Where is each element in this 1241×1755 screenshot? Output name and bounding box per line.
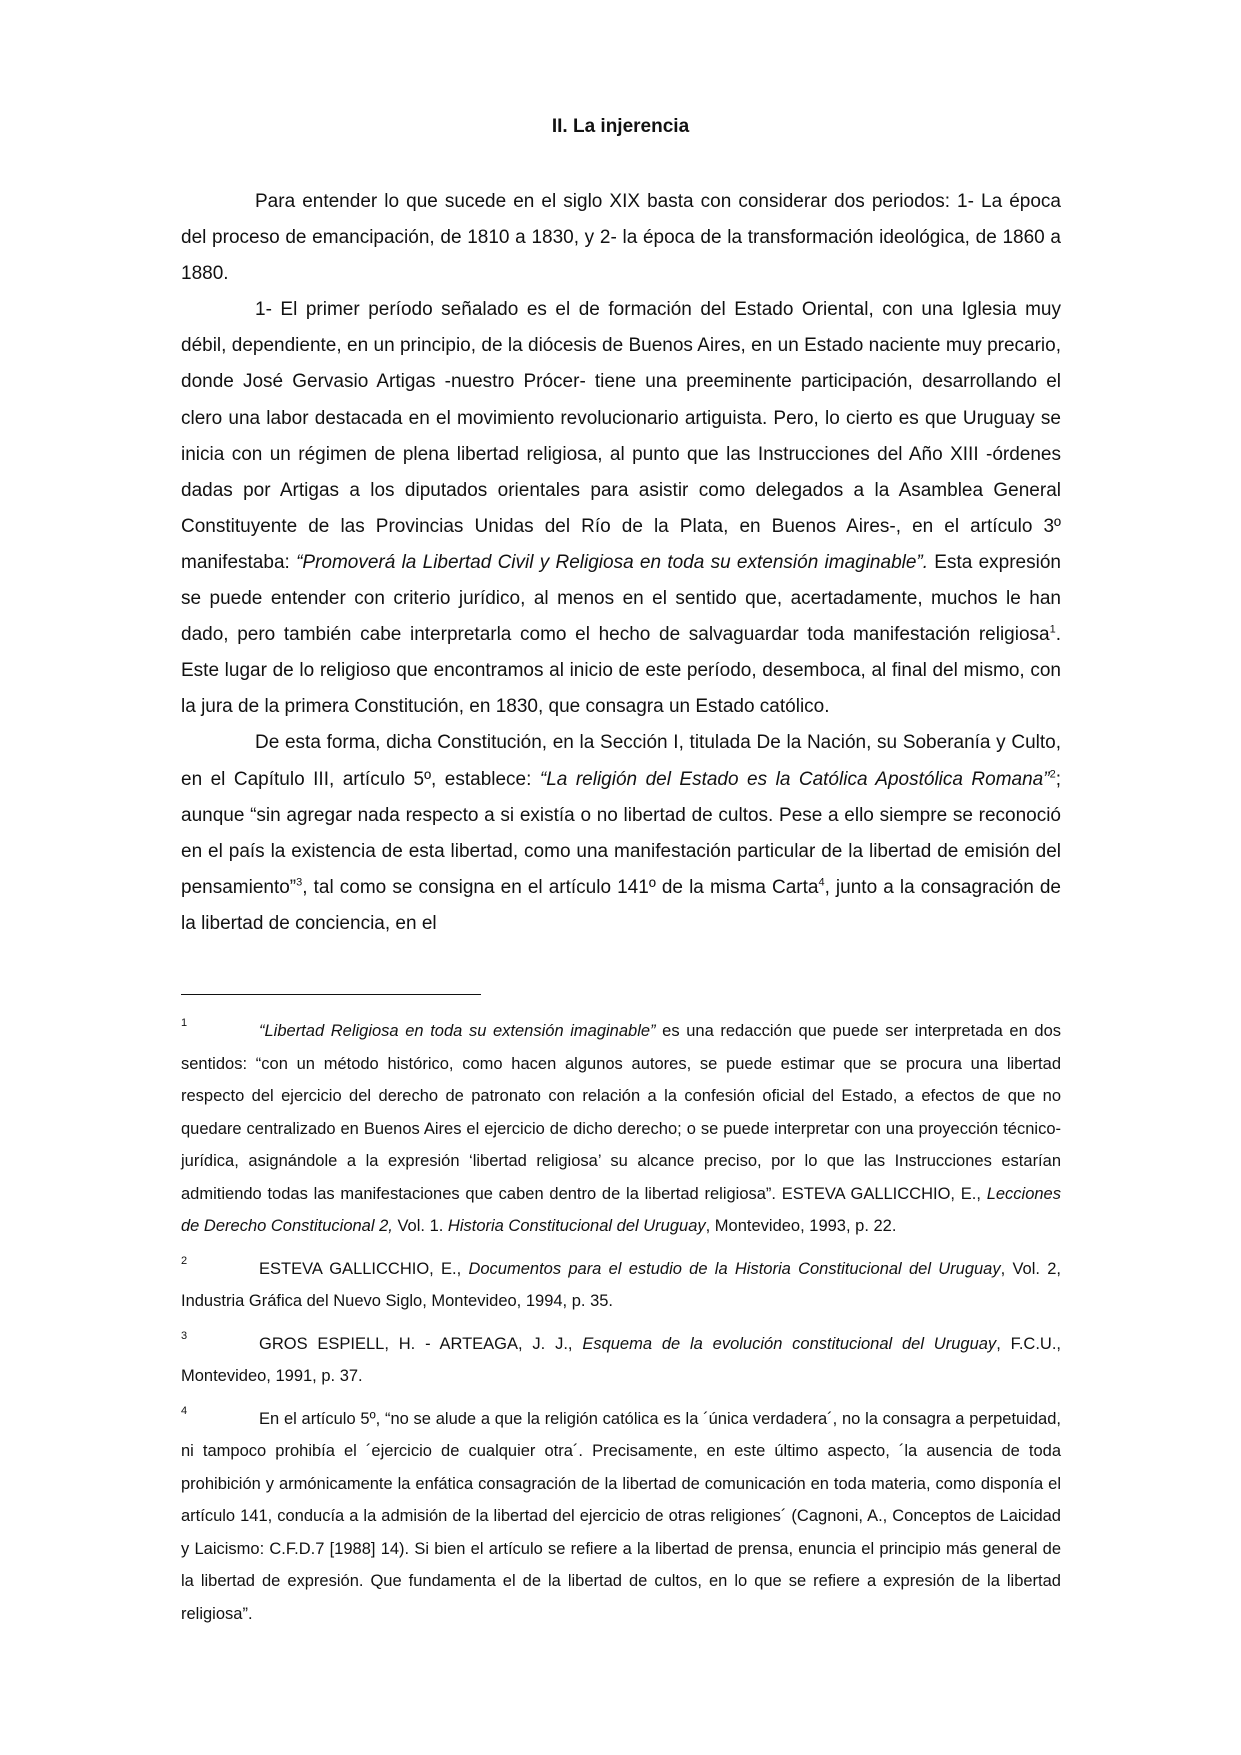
footnote-separator	[181, 994, 481, 995]
footnote-text: , Montevideo, 1993, p. 22.	[705, 1217, 897, 1235]
paragraph-periods	[181, 184, 1061, 292]
paragraph-text: Para entender lo que sucede en el siglo XIX basta con considerar dos periodos: 1- La época del proceso de emancipación, de 1810 a 1830, y 2- la época de la transformación ideológica, de 1860 a 1880.	[181, 191, 1061, 285]
footnote-2	[181, 1245, 1061, 1318]
footnote-ref-3[interactable]: 3	[296, 876, 303, 889]
body-text	[181, 184, 1061, 942]
footnote-text: Historia Constitucional del Uruguay	[447, 1217, 706, 1235]
footnote-1	[181, 1007, 1061, 1243]
footnote-number: 3	[181, 1329, 188, 1342]
footnote-text: GROS ESPIELL, H. - ARTEAGA, J. J.,	[259, 1334, 583, 1353]
section-heading: II. La injerencia	[551, 116, 690, 137]
footnote-4	[181, 1395, 1061, 1631]
footnote-text: Lecciones de Derecho Constitucional 2,	[181, 1184, 1061, 1235]
quote-instrucciones: “Promoverá la Libertad Civil y Religiosa en toda su extensión imaginable”.	[296, 551, 929, 573]
footnote-text: Esquema de la evolución constitucional del Uruguay	[582, 1334, 997, 1353]
footnote-text: “Libertad Religiosa en toda su extensión imaginable”	[259, 1022, 656, 1040]
footnote-text: Documentos para el estudio de la Historia Constitucional del Uruguay	[468, 1259, 1001, 1278]
paragraph-text: ; aunque “sin agregar nada respecto a si existía o no libertad de cultos. Pese a ello siempre se reconoció en el país la existencia de esta libertad, como una manifestación particular de la libertad de emisión del pensamiento”	[181, 768, 1061, 898]
paragraph-text: , tal como se consigna en el artículo 141º de la misma Carta	[302, 876, 819, 898]
footnote-ref-1[interactable]: 1	[1049, 623, 1056, 636]
footnotes	[181, 1007, 1061, 1632]
footnote-text: En el artículo 5º, “no se alude a que la religión católica es la ´única verdadera´, no la consagra a perpetuidad, ni tampoco prohibía el ´ejercicio de cualquier otra´. Precisamente, en este último aspecto, ´la ausencia de toda prohibición y armónicamente la enfática consagración de la libertad de comunicación en toda materia, como disponía el artículo 141, conducía a la admisión de la libertad del ejercicio de otras religiones´ (Cagnoni, A., Conceptos de Laicidad y Laicismo: C.F.D.7 [1988] 14). Si bien el artículo se refiere a la libertad de prensa, enuncia el principio más general de la libertad de expresión. Que fundamenta el de la libertad de cultos, en lo que se refiere a expresión de la libertad religiosa”.	[181, 1409, 1061, 1623]
paragraph-text: De esta forma, dicha Constitución, en la Sección I, titulada De la Nación, su Soberanía y Culto, en el Capítulo III, artículo 5º, establece:	[181, 732, 1061, 790]
footnote-ref-4[interactable]: 4	[818, 876, 825, 889]
paragraph-text: 1- El primer período señalado es el de formación del Estado Oriental, con una Iglesia muy débil, dependiente, en un principio, de la diócesis de Buenos Aires, en un Estado naciente muy precario, donde José Gervasio Artigas -nuestro Prócer- tiene una preeminente participación, desarrollando el clero una labor destacada en el movimiento revolucionario artiguista. Pero, lo cierto es que Uruguay se inicia con un régimen de plena libertad religiosa, al punto que las Instrucciones del Año XIII -órdenes dadas por Artigas a los diputados orientales para asistir como delegados a la Asamblea General Constituyente de las Provincias Unidas del Río de la Plata, en Buenos Aires-, en el artículo 3º manifestaba:	[181, 299, 1061, 573]
footnote-text: , Vol. 2, Industria Gráfica del Nuevo Siglo, Montevideo, 1994, p. 35.	[181, 1259, 1061, 1310]
quote-constitution: “La religión del Estado es la Católica Apostólica Romana”	[539, 768, 1050, 790]
footnote-number: 1	[181, 1017, 188, 1029]
footnote-ref-2[interactable]: 2	[1049, 768, 1056, 781]
footnote-text: Vol. 1.	[392, 1217, 448, 1235]
footnote-3	[181, 1320, 1061, 1393]
paragraph-text: . Este lugar de lo religioso que encontramos al inicio de este período, desemboca, al final del mismo, con la jura de la primera Constitución, en 1830, que consagra un Estado católico.	[181, 624, 1061, 718]
footnote-number: 2	[181, 1254, 188, 1267]
paragraph-text: Esta expresión se puede entender con criterio jurídico, al menos en el sentido que, acertadamente, muchos le han dado, pero también cabe interpretarla como el hecho de salvaguardar toda manifestación religiosa	[181, 551, 1061, 646]
paragraph-first-period	[181, 292, 1061, 725]
paragraph-text: , junto a la consagración de la libertad de conciencia, en el	[181, 876, 1061, 934]
paragraph-constitution	[181, 725, 1061, 942]
footnote-text: ESTEVA GALLICCHIO, E.,	[259, 1259, 469, 1278]
footnote-text: , F.C.U., Montevideo, 1991, p. 37.	[181, 1334, 1062, 1385]
footnote-text: es una redacción que puede ser interpretada en dos sentidos: “con un método histórico, como hacen algunos autores, se puede estimar que se procura una libertad respecto del ejercicio del derecho de patronato con relación a la confesión oficial del Estado, a efectos de que no quedare centralizado en Buenos Aires el ejercicio de dicho derecho; o se puede interpretar con una proyección técnico-jurídica, asignándole a la expresión ‘libertad religiosa’ su alcance preciso, por lo que las Instrucciones estarían admitiendo todas las manifestaciones que caben dentro de la libertad religiosa”. ESTEVA GALLICCHIO, E.,	[181, 1022, 1061, 1203]
footnote-number: 4	[181, 1404, 188, 1417]
